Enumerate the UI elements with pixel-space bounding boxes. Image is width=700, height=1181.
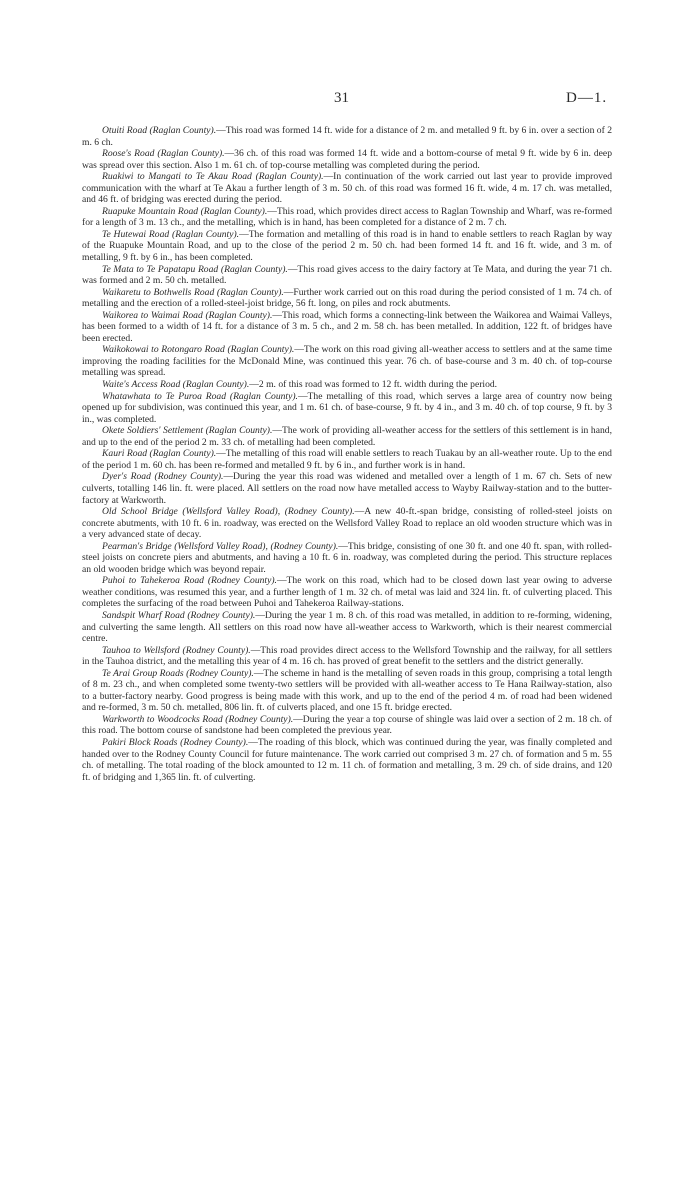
road-entry-text: —This bridge, consisting of one 30 ft. and one 40 ft. span, with rolled-steel joists on concrete piers and abutments, and having a 10 ft. 6 in. roadway, was completed during the period. This structure replaces an old wooden bridge which was beyond repair.: [82, 540, 612, 575]
road-entry-title: Pakiri Block Roads (Rodney County).: [102, 736, 249, 748]
road-entry-text: —The work on this road giving all-weather access to settlers and at the same time improving the roading facilities for the McDonald Mine, was continued this year. 76 ch. of base-course and 3 m. 40 ch. of top-course metalling was spread.: [82, 344, 612, 379]
road-entry-text: —The scheme in hand is the metalling of seven roads in this group, comprising a total length of 8 m. 23 ch., and when completed some twenty-two settlers will be provided with all-weather access to Te Hana Railway-station, also to a butter-factory nearby. Good progress is being made with this work, and up to the end of the period 4 m. of road had been widened and re-formed, 3 m. 50 ch. metalled, 806 lin. ft. of culverts placed, and one 15 ft. bridge erected.: [82, 667, 612, 714]
road-entry-title: Waite's Access Road (Raglan County).: [102, 379, 250, 391]
road-entry-title: Te Hutewai Road (Raglan County).: [102, 228, 240, 240]
road-entry: [82, 229, 612, 264]
road-entry-text: —Further work carried out on this road during the period consisted of 1 m. 74 ch. of metalling and the erection of a rolled-steel-joist bridge, 56 ft. long, on piles and rock abutments.: [82, 286, 612, 310]
road-entry-title: Pearman's Bridge (Wellsford Valley Road), (Rodney County).: [102, 540, 339, 552]
road-entry-text: —During the year a top course of shingle was laid over a section of 2 m. 18 ch. of this road. The bottom course of sandstone had been completed the previous year.: [82, 713, 612, 737]
road-entry-text: —The roading of this block, which was continued during the year, was finally completed and handed over to the Rodney County Council for future maintenance. The work carried out comprised 3 m. 27 ch. of formation and 5 m. 55 ch. of metalling. The total roading of the block amounted to 12 m. 11 ch. of formation and metalling, 3 m. 29 ch. of side drains, and 120 ft. of bridging and 1,365 lin. ft. of culverting.: [82, 736, 612, 783]
road-entry: [82, 714, 612, 737]
road-entry: [82, 448, 612, 471]
road-entry-text: —The work of providing all-weather access for the settlers of this settlement is in hand, and up to the end of the period 2 m. 33 ch. of metalling had been completed.: [82, 425, 612, 448]
road-entry: [82, 645, 612, 668]
road-entry-text: —During the year this road was widened and metalled over a length of 1 m. 67 ch. Sets of new culverts, totalling 146 lin. ft. were placed. All settlers on the road now have metalled access to Wayby Railway-station and to the butter-factory at Warkworth.: [82, 471, 613, 506]
road-entry-text: —This road gives access to the dairy factory at Te Mata, and during the year 71 ch. was formed and 2 m. 50 ch. metalled.: [82, 263, 612, 287]
road-entry-title: Puhoi to Tahekeroa Road (Rodney County).: [102, 575, 277, 587]
road-entry-text: —The metalling of this road will enable settlers to reach Tuakau by an all-weather route. Up to the end of the period 1 m. 60 ch. has been re-formed and metalled 9 ft. by 6 in., and further work is in hand.: [82, 448, 612, 471]
road-entry-title: Warkworth to Woodcocks Road (Rodney County).: [102, 713, 294, 725]
road-entry-title: Waikorea to Waimai Road (Raglan County).: [102, 309, 273, 321]
road-entry-title: Ruapuke Mountain Road (Raglan County).: [102, 205, 268, 217]
road-entry: [82, 668, 612, 714]
road-entry-title: Roose's Road (Raglan County).: [102, 148, 225, 160]
road-entry-text: —This road, which forms a connecting-link between the Waikorea and Waimai Valleys, has been formed to a width of 14 ft. for a distance of 3 m. 5 ch., and 2 m. 58 ch. has been metalled. In addition, 122 ft. of bridges have been erected.: [82, 309, 612, 344]
road-entry-title: Waikaretu to Bothwells Road (Raglan County).: [102, 286, 284, 298]
road-entry: [82, 425, 612, 448]
road-entry-title: Kauri Road (Raglan County).: [102, 448, 217, 460]
road-entry-title: Waikokowai to Rotongaro Road (Raglan County).: [102, 344, 295, 356]
road-entry: [82, 471, 612, 506]
road-entry: [82, 206, 612, 229]
road-entry: [82, 737, 612, 783]
road-entry-title: Whatawhata to Te Puroa Road (Raglan County).: [102, 390, 298, 402]
road-entry: [82, 575, 612, 610]
road-entry-title: Te Arai Group Roads (Rodney County).: [102, 667, 254, 679]
road-entry-title: Ruakiwi to Mangati to Te Akau Road (Raglan County).: [102, 171, 324, 183]
road-entry: [82, 541, 612, 576]
road-entry-text: —2 m. of this road was formed to 12 ft. width during the period.: [249, 379, 498, 391]
road-entry-text: —36 ch. of this road was formed 14 ft. wide and a bottom-course of metal 9 ft. wide by 6 in. deep was spread over this section. Also 1 m. 61 ch. of top-course metalling was completed during the period.: [82, 148, 612, 171]
road-entry: [82, 344, 612, 379]
road-entry: [82, 610, 612, 645]
road-entry-text: —This road, which provides direct access to Raglan Township and Wharf, was re-formed for a length of 3 m. 13 ch., and the metalling, which is in hand, has been completed for a distance of 2 m. 7 ch.: [82, 205, 613, 229]
road-entry: [82, 125, 612, 148]
road-entry-text: —This road provides direct access to the Wellsford Township and the railway, for all settlers in the Tauhoa district, and the metalling this year of 4 m. 16 ch. has proved of great benefit to the settlers and the district generally.: [82, 644, 612, 668]
road-entry-text: —A new 40-ft.-span bridge, consisting of rolled-steel joists on concrete abutments, with 10 ft. 6 in. roadway, was erected on the Wellsford Valley Road to replace an old wooden structure which was in a very advanced state of decay.: [82, 506, 612, 541]
page-number: 31: [334, 90, 349, 106]
road-entry: [82, 391, 612, 426]
road-entry-title: Otuiti Road (Raglan County).: [102, 125, 217, 136]
road-entry-text: —This road was formed 14 ft. wide for a distance of 2 m. and metalled 9 ft. by 6 in. over a section of 2 m. 6 ch.: [82, 125, 612, 148]
road-entry-title: Old School Bridge (Wellsford Valley Road), (Rodney County).: [102, 506, 355, 518]
road-entry-text: —The formation and metalling of this road is in hand to enable settlers to reach Raglan by way of the Ruapuke Mountain Road, and up to the close of the period 2 m. 50 ch. had been formed 14 ft. and 16 ft. wide, and 3 m. of metalling, 9 ft. by 6 in., has been completed.: [82, 228, 612, 264]
road-entry-text: —During the year 1 m. 8 ch. of this road was metalled, in addition to re-forming, widening, and culverting the same length. All settlers on this road now have all-weather access to Warkworth, which is their nearest commercial centre.: [82, 609, 612, 645]
road-entry-title: Te Mata to Te Papatapu Road (Raglan County).: [102, 263, 288, 275]
road-entry-text: —The metalling of this road, which serves a large area of country now being opened up for subdivision, was continued this year, and 1 m. 61 ch. of base-course, 9 ft. by 4 in., and 3 m. 40 ch. of top course, 9 ft. by 3 in., was completed.: [82, 390, 612, 425]
road-entry-title: Dyer's Road (Rodney County).: [102, 471, 224, 483]
road-entry: [82, 310, 612, 345]
road-entry: [82, 287, 612, 310]
road-entry-title: Okete Soldiers' Settlement (Raglan County).: [102, 425, 273, 437]
road-entry-title: Sandspit Wharf Road (Rodney County).: [102, 609, 256, 621]
road-entry-text: —In continuation of the work carried out last year to provide improved communication with the wharf at Te Akau a further length of 3 m. 50 ch. of this road was formed 16 ft. wide, 4 m. 17 ch. was metalled, and 46 ft. of bridging was erected during the period.: [82, 171, 613, 206]
road-entry-text: —The work on this road, which had to be closed down last year owing to adverse weather conditions, was resumed this year, and a further length of 1 m. 32 ch. of metal was laid and 324 lin. ft. of culverting placed. This completes the surfacing of the road between Puhoi and Tahekeroa Railway-stations.: [82, 575, 612, 610]
road-entry: [82, 506, 612, 541]
road-entry-title: Tauhoa to Wellsford (Rodney County).: [102, 644, 251, 656]
road-entry: [82, 148, 612, 171]
report-code: D—1.: [566, 90, 608, 106]
road-entry: [82, 171, 612, 206]
report-body: [82, 125, 612, 783]
road-entry: [82, 264, 612, 287]
road-entry: [82, 379, 612, 391]
